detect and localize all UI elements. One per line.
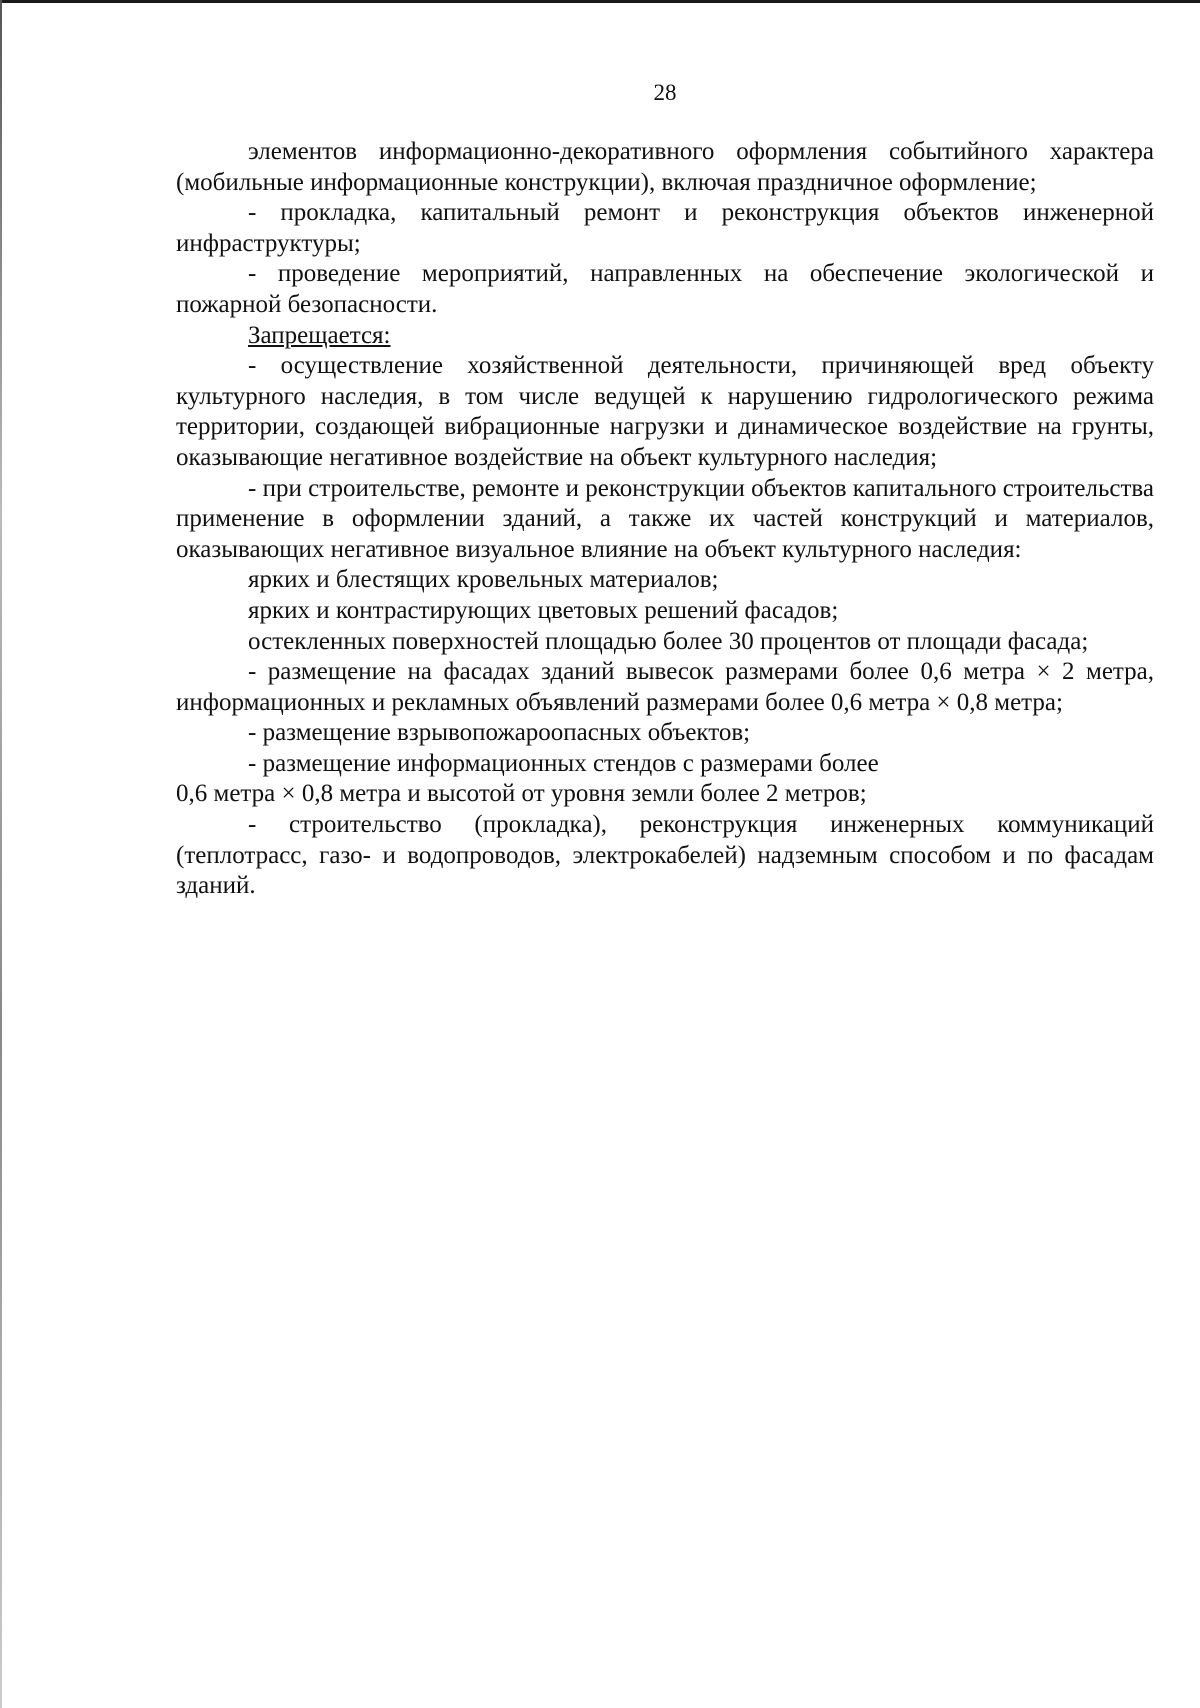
paragraph-construction-materials: - при строительстве, ремонте и реконструкции объектов капитального строительства применение в оформлении зданий, а также их частей конструкций и материалов, оказывающих негативное визуальное влияние на объект культурного наследия: (176, 474, 1154, 563)
list-item-glazing: остекленных поверхностей площадью более 30 процентов от площади фасада; (248, 627, 1089, 655)
prohibited-heading-text: Запрещается: (248, 321, 391, 349)
scan-border-top (0, 0, 1200, 3)
paragraph-stands-line1: - размещение информационных стендов с размерами более (248, 749, 879, 777)
paragraph-stands-line2: 0,6 метра × 0,8 метра и высотой от уровня земли более 2 метров; (176, 780, 867, 808)
paragraph-utilities: - строительство (прокладка), реконструкция инженерных коммуникаций (теплотрасс, газо- и водопроводов, электрокабелей) надземным способом и по фасадам зданий. (176, 811, 1154, 900)
paragraph-continuation: элементов информационно-декоративного оформления событийного характера (мобильные информационные конструкции), включая праздничное оформление; (176, 138, 1154, 196)
scan-border-left (0, 0, 2, 1708)
document-body (176, 137, 1154, 902)
list-item-facade-colors: ярких и контрастирующих цветовых решений фасадов; (248, 596, 839, 624)
page-number: 28 (653, 80, 677, 105)
prohibited-heading (176, 321, 1154, 352)
paragraph-engineering-infrastructure: - прокладка, капитальный ремонт и реконструкция объектов инженерной инфраструктуры; (176, 199, 1154, 257)
paragraph-safety-measures: - проведение мероприятий, направленных на обеспечение экологической и пожарной безопасности. (176, 260, 1154, 318)
list-item-roofing: ярких и блестящих кровельных материалов; (248, 566, 719, 594)
paragraph-signage: - размещение на фасадах зданий вывесок размерами более 0,6 метра × 2 метра, информационных и рекламных объявлений размерами более 0,6 метра × 0,8 метра; (176, 658, 1154, 716)
paragraph-economic-activity: - осуществление хозяйственной деятельности, причиняющей вред объекту культурного наследия, в том числе ведущей к нарушению гидрологического режима территории, создающей вибрационные нагрузки и динамическое воздействие на грунты, оказывающие негативное воздействие на объект культурного наследия; (176, 352, 1154, 471)
paragraph-explosive-objects: - размещение взрывопожароопасных объектов; (248, 719, 751, 747)
